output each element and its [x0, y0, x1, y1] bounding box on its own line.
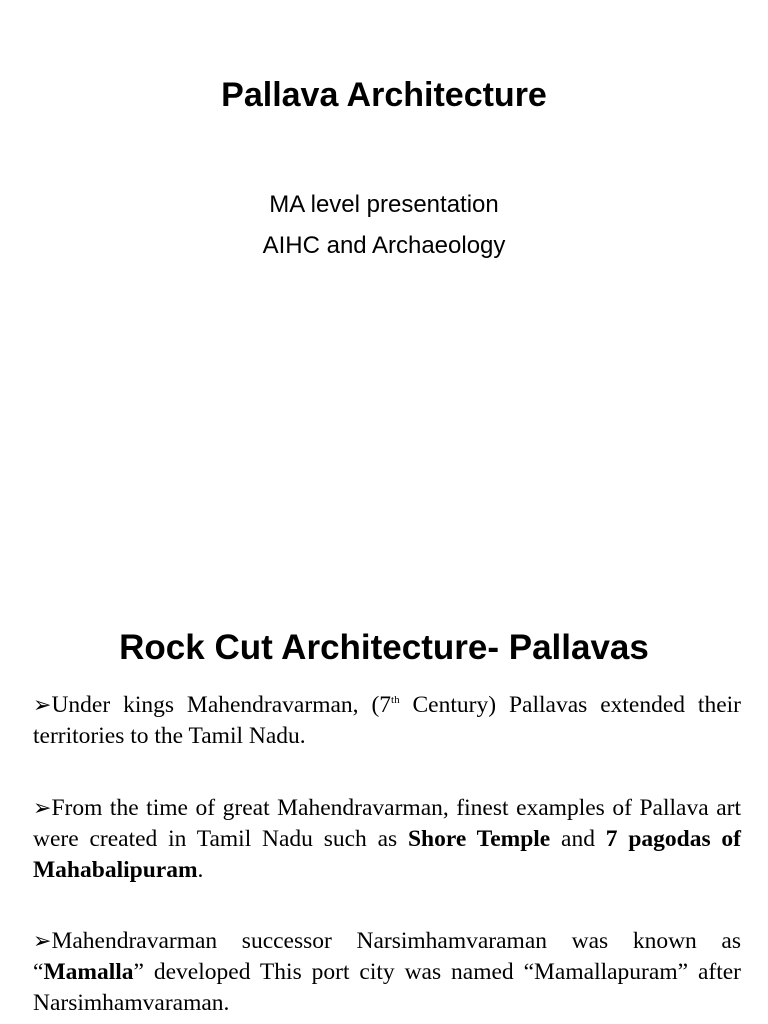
slide-2-title: Rock Cut Architecture- Pallavas — [119, 628, 649, 667]
subtitle-line-1: MA level presentation — [269, 191, 499, 218]
bullet-2-bold-pagodas: 7 pagodas of Mahabalipuram — [33, 826, 742, 883]
arrow-bullet-icon: ➢ — [33, 692, 52, 717]
bullet-2-text-end: . — [197, 857, 204, 883]
bullet-3-text-b: ” developed This port city was named “Mamallapuram” after Narsimhamvaraman. — [33, 959, 741, 1016]
subtitle-line-2: AIHC and Archaeology — [262, 232, 506, 259]
bullet-paragraph-1 — [33, 689, 741, 752]
bullet-paragraph-2 — [33, 792, 741, 886]
bullet-1-text-a: Under kings Mahendravarman, (7 — [51, 692, 392, 718]
arrow-bullet-icon: ➢ — [33, 795, 52, 820]
bullet-2-text-a: From the time of great Mahendravarman, finest examples of Pallava art were created in Tamil Nadu such as — [33, 795, 741, 852]
slide-1-title: Pallava Architecture — [221, 76, 547, 114]
bullet-3-bold-mamalla: Mamalla — [43, 959, 134, 985]
bullet-paragraph-3 — [33, 925, 741, 1019]
bullet-3-text-a: Mahendravarman successor Narsimhamvaraman was known as “ — [33, 928, 741, 985]
arrow-bullet-icon: ➢ — [33, 928, 52, 953]
bullet-2-text-mid: and — [550, 826, 606, 852]
bullet-2-bold-shore-temple: Shore Temple — [407, 826, 551, 852]
bullet-1-text-b: Century) Pallavas extended their territories to the Tamil Nadu. — [33, 692, 741, 749]
bullet-1-superscript: th — [391, 694, 400, 706]
